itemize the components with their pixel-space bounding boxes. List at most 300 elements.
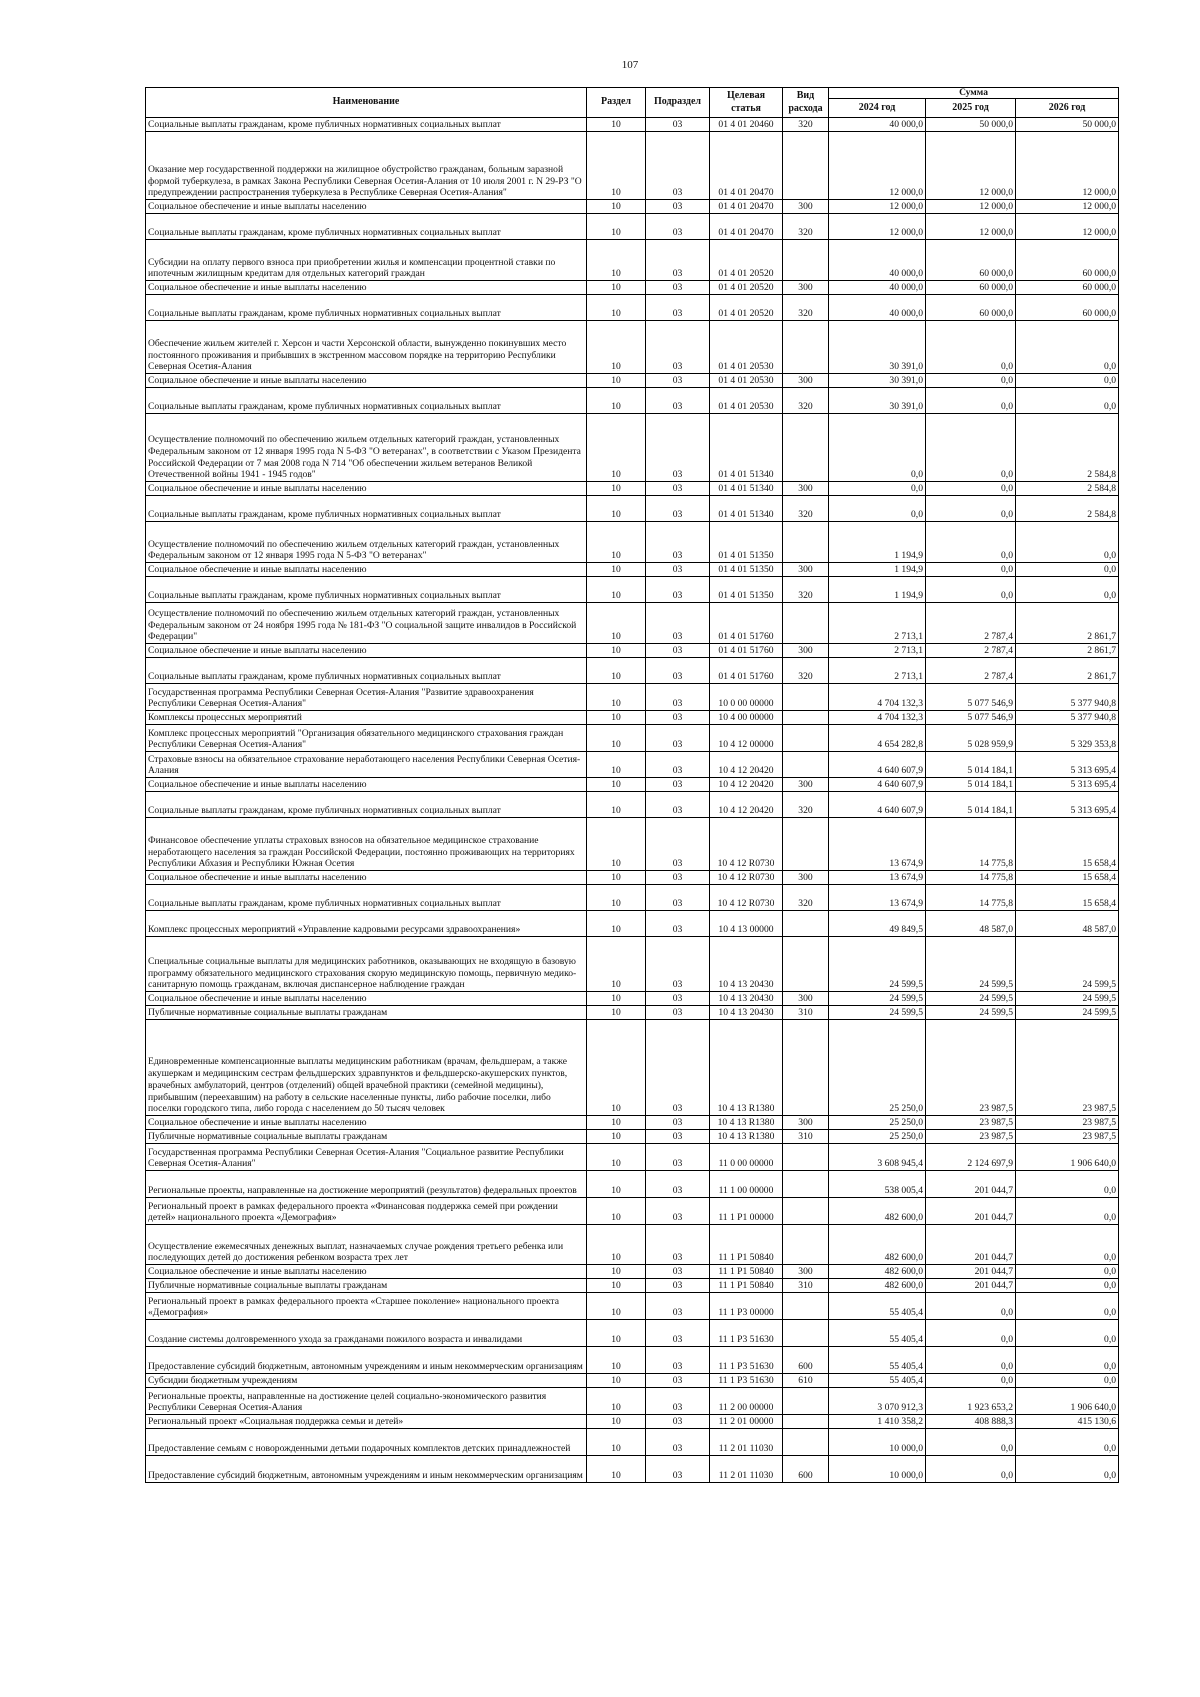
row-podrazdel: 03 (646, 522, 710, 563)
row-vid-rashoda (783, 1320, 829, 1347)
row-razdel: 10 (587, 603, 646, 644)
table-row (146, 778, 1119, 792)
table-row (146, 522, 1119, 563)
table-row (146, 1198, 1119, 1225)
row-sum-2024: 538 005,4 (829, 1171, 926, 1198)
row-sum-2025: 2 787,4 (926, 658, 1016, 684)
row-sum-2026: 60 000,0 (1016, 240, 1119, 281)
row-podrazdel: 03 (646, 200, 710, 214)
row-sum-2026: 50 000,0 (1016, 118, 1119, 132)
table-row (146, 1265, 1119, 1279)
row-name: Социальное обеспечение и иные выплаты населению (146, 778, 587, 792)
row-vid-rashoda (783, 752, 829, 778)
row-podrazdel: 03 (646, 496, 710, 522)
row-name: Социальное обеспечение и иные выплаты населению (146, 992, 587, 1006)
row-name: Комплексы процессных мероприятий (146, 711, 587, 725)
row-vid-rashoda (783, 522, 829, 563)
table-row (146, 1415, 1119, 1429)
row-razdel: 10 (587, 752, 646, 778)
row-razdel: 10 (587, 885, 646, 911)
row-sum-2026: 0,0 (1016, 1320, 1119, 1347)
row-sum-2025: 0,0 (926, 1429, 1016, 1456)
row-podrazdel: 03 (646, 992, 710, 1006)
row-name: Комплекс процессных мероприятий «Управление кадровыми ресурсами здравоохранения» (146, 911, 587, 937)
row-podrazdel: 03 (646, 1006, 710, 1020)
row-podrazdel: 03 (646, 871, 710, 885)
row-sum-2024: 12 000,0 (829, 132, 926, 200)
row-sum-2025: 0,0 (926, 577, 1016, 603)
row-name: Публичные нормативные социальные выплаты гражданам (146, 1130, 587, 1144)
row-celevaya-statya: 10 4 13 R1380 (710, 1116, 783, 1130)
row-celevaya-statya: 10 4 12 R0730 (710, 818, 783, 871)
row-name: Публичные нормативные социальные выплаты гражданам (146, 1279, 587, 1293)
row-name: Социальное обеспечение и иные выплаты населению (146, 871, 587, 885)
table-row (146, 240, 1119, 281)
row-podrazdel: 03 (646, 281, 710, 295)
row-sum-2026: 0,0 (1016, 522, 1119, 563)
row-vid-rashoda: 320 (783, 118, 829, 132)
row-vid-rashoda: 600 (783, 1456, 829, 1483)
row-sum-2026: 2 584,8 (1016, 482, 1119, 496)
row-name: Осуществление полномочий по обеспечению жильем отдельных категорий граждан, установленных Федеральным законом от 24 ноября 1995 года № 181-ФЗ "О социальной защите инвалидов в Российской Федерации" (146, 603, 587, 644)
budget-table (145, 87, 1119, 1483)
row-vid-rashoda: 300 (783, 871, 829, 885)
row-celevaya-statya: 10 4 12 20420 (710, 752, 783, 778)
row-sum-2025: 12 000,0 (926, 200, 1016, 214)
row-sum-2024: 55 405,4 (829, 1347, 926, 1374)
row-podrazdel: 03 (646, 482, 710, 496)
header-2024: 2024 год (829, 99, 926, 118)
row-celevaya-statya: 01 4 01 51350 (710, 577, 783, 603)
row-vid-rashoda: 320 (783, 295, 829, 321)
row-vid-rashoda (783, 725, 829, 752)
row-celevaya-statya: 11 2 01 00000 (710, 1415, 783, 1429)
row-sum-2026: 0,0 (1016, 1198, 1119, 1225)
row-sum-2026: 12 000,0 (1016, 200, 1119, 214)
row-name: Социальные выплаты гражданам, кроме публичных нормативных социальных выплат (146, 388, 587, 414)
row-vid-rashoda (783, 414, 829, 482)
row-name: Региональный проект в рамках федерального проекта «Финансовая поддержка семей при рождении детей» национального проекта «Демография» (146, 1198, 587, 1225)
row-podrazdel: 03 (646, 577, 710, 603)
row-sum-2024: 0,0 (829, 482, 926, 496)
row-sum-2025: 0,0 (926, 414, 1016, 482)
row-name: Государственная программа Республики Северная Осетия-Алания "Социальное развитие Республики Северная Осетия-Алания" (146, 1144, 587, 1171)
table-row (146, 711, 1119, 725)
row-sum-2024: 482 600,0 (829, 1279, 926, 1293)
row-podrazdel: 03 (646, 240, 710, 281)
row-sum-2025: 14 775,8 (926, 885, 1016, 911)
row-sum-2026: 60 000,0 (1016, 281, 1119, 295)
row-celevaya-statya: 10 4 13 20430 (710, 992, 783, 1006)
row-vid-rashoda: 320 (783, 214, 829, 240)
row-razdel: 10 (587, 1374, 646, 1388)
row-name: Социальное обеспечение и иные выплаты населению (146, 1116, 587, 1130)
row-podrazdel: 03 (646, 1265, 710, 1279)
row-sum-2024: 4 704 132,3 (829, 711, 926, 725)
row-podrazdel: 03 (646, 1225, 710, 1265)
row-sum-2025: 201 044,7 (926, 1225, 1016, 1265)
row-name: Социальные выплаты гражданам, кроме публичных нормативных социальных выплат (146, 577, 587, 603)
row-sum-2026: 15 658,4 (1016, 818, 1119, 871)
row-razdel: 10 (587, 240, 646, 281)
row-razdel: 10 (587, 522, 646, 563)
row-vid-rashoda: 300 (783, 1265, 829, 1279)
row-sum-2025: 2 787,4 (926, 644, 1016, 658)
row-celevaya-statya: 10 4 13 R1380 (710, 1020, 783, 1116)
header-2026: 2026 год (1016, 99, 1119, 118)
table-row (146, 937, 1119, 992)
row-sum-2026: 5 313 695,4 (1016, 792, 1119, 818)
row-celevaya-statya: 10 4 13 R1380 (710, 1130, 783, 1144)
row-name: Публичные нормативные социальные выплаты гражданам (146, 1006, 587, 1020)
row-podrazdel: 03 (646, 1116, 710, 1130)
row-sum-2026: 0,0 (1016, 1347, 1119, 1374)
row-sum-2026: 2 584,8 (1016, 496, 1119, 522)
row-vid-rashoda: 310 (783, 1130, 829, 1144)
row-celevaya-statya: 01 4 01 20460 (710, 118, 783, 132)
row-name: Социальное обеспечение и иные выплаты населению (146, 644, 587, 658)
row-razdel: 10 (587, 1456, 646, 1483)
row-sum-2026: 15 658,4 (1016, 885, 1119, 911)
row-podrazdel: 03 (646, 1456, 710, 1483)
row-sum-2024: 25 250,0 (829, 1020, 926, 1116)
row-sum-2026: 5 313 695,4 (1016, 778, 1119, 792)
row-podrazdel: 03 (646, 1415, 710, 1429)
row-vid-rashoda (783, 1429, 829, 1456)
row-sum-2024: 10 000,0 (829, 1429, 926, 1456)
row-name: Социальные выплаты гражданам, кроме публичных нормативных социальных выплат (146, 118, 587, 132)
row-sum-2026: 5 313 695,4 (1016, 752, 1119, 778)
row-podrazdel: 03 (646, 1130, 710, 1144)
row-sum-2026: 0,0 (1016, 577, 1119, 603)
row-podrazdel: 03 (646, 132, 710, 200)
table-row (146, 414, 1119, 482)
row-name: Специальные социальные выплаты для медицинских работников, оказывающих не входящую в базовую программу обязательного медицинского страхования скорую медицинскую помощь, первичную медико-санитарную помощь гражданам, включая диспансерное наблюдение граждан (146, 937, 587, 992)
row-name: Осуществление ежемесячных денежных выплат, назначаемых случае рождения третьего ребенка или последующих детей до достижения ребенком возраста трех лет (146, 1225, 587, 1265)
row-vid-rashoda: 310 (783, 1006, 829, 1020)
row-razdel: 10 (587, 911, 646, 937)
row-sum-2025: 0,0 (926, 496, 1016, 522)
row-sum-2025: 5 014 184,1 (926, 752, 1016, 778)
row-sum-2025: 0,0 (926, 1320, 1016, 1347)
row-razdel: 10 (587, 563, 646, 577)
row-celevaya-statya: 01 4 01 20530 (710, 374, 783, 388)
row-sum-2024: 40 000,0 (829, 281, 926, 295)
row-sum-2026: 12 000,0 (1016, 214, 1119, 240)
row-celevaya-statya: 11 1 P1 50840 (710, 1265, 783, 1279)
row-sum-2024: 24 599,5 (829, 992, 926, 1006)
row-celevaya-statya: 01 4 01 51340 (710, 496, 783, 522)
row-sum-2026: 5 377 940,8 (1016, 711, 1119, 725)
table-row (146, 118, 1119, 132)
table-row (146, 1456, 1119, 1483)
row-celevaya-statya: 11 1 P3 51630 (710, 1374, 783, 1388)
row-vid-rashoda (783, 1171, 829, 1198)
row-razdel: 10 (587, 1144, 646, 1171)
row-celevaya-statya: 01 4 01 20520 (710, 240, 783, 281)
table-row (146, 1388, 1119, 1415)
row-sum-2024: 482 600,0 (829, 1198, 926, 1225)
row-sum-2025: 23 987,5 (926, 1116, 1016, 1130)
row-sum-2024: 24 599,5 (829, 1006, 926, 1020)
table-row (146, 871, 1119, 885)
row-celevaya-statya: 01 4 01 20520 (710, 295, 783, 321)
row-name: Осуществление полномочий по обеспечению жильем отдельных категорий граждан, установленных Федеральным законом от 12 января 1995 года N 5-ФЗ "О ветеранах", в соответствии с Указом Президента Российской Федерации от 7 мая 2008 года N 714 "Об обеспечении жильем ветеранов Великой Отечественной войны 1941 - 1945 годов" (146, 414, 587, 482)
table-row (146, 725, 1119, 752)
row-razdel: 10 (587, 295, 646, 321)
row-razdel: 10 (587, 118, 646, 132)
row-celevaya-statya: 10 4 12 R0730 (710, 885, 783, 911)
table-row (146, 496, 1119, 522)
row-podrazdel: 03 (646, 414, 710, 482)
row-podrazdel: 03 (646, 684, 710, 711)
row-name: Региональные проекты, направленные на достижение целей социально-экономического развития Республики Северная Осетия-Алания (146, 1388, 587, 1415)
row-celevaya-statya: 10 4 12 20420 (710, 792, 783, 818)
row-sum-2024: 12 000,0 (829, 214, 926, 240)
row-celevaya-statya: 01 4 01 20530 (710, 388, 783, 414)
row-celevaya-statya: 10 4 12 20420 (710, 778, 783, 792)
row-sum-2025: 5 014 184,1 (926, 792, 1016, 818)
row-sum-2025: 0,0 (926, 563, 1016, 577)
row-sum-2026: 12 000,0 (1016, 132, 1119, 200)
header-podrazdel: Подраздел (646, 88, 710, 118)
row-sum-2025: 0,0 (926, 522, 1016, 563)
row-sum-2026: 24 599,5 (1016, 1006, 1119, 1020)
row-sum-2026: 0,0 (1016, 388, 1119, 414)
row-sum-2026: 5 377 940,8 (1016, 684, 1119, 711)
row-podrazdel: 03 (646, 1320, 710, 1347)
row-sum-2025: 0,0 (926, 1456, 1016, 1483)
row-name: Обеспечение жильем жителей г. Херсон и части Херсонской области, вынужденно покинувших место постоянного проживания и прибывших в экстренном массовом порядке на территорию Республики Северная Осетия-Алания (146, 321, 587, 374)
row-vid-rashoda: 310 (783, 1279, 829, 1293)
row-razdel: 10 (587, 937, 646, 992)
row-podrazdel: 03 (646, 295, 710, 321)
row-celevaya-statya: 11 1 P1 50840 (710, 1225, 783, 1265)
row-sum-2025: 1 923 653,2 (926, 1388, 1016, 1415)
row-sum-2026: 0,0 (1016, 1293, 1119, 1320)
row-podrazdel: 03 (646, 321, 710, 374)
row-vid-rashoda (783, 937, 829, 992)
row-vid-rashoda (783, 1388, 829, 1415)
row-sum-2026: 1 906 640,0 (1016, 1388, 1119, 1415)
row-vid-rashoda (783, 321, 829, 374)
row-sum-2026: 15 658,4 (1016, 871, 1119, 885)
row-sum-2024: 3 070 912,3 (829, 1388, 926, 1415)
row-celevaya-statya: 10 0 00 00000 (710, 684, 783, 711)
row-celevaya-statya: 11 1 P1 50840 (710, 1279, 783, 1293)
table-row (146, 295, 1119, 321)
row-sum-2026: 23 987,5 (1016, 1116, 1119, 1130)
table-row (146, 752, 1119, 778)
row-sum-2026: 0,0 (1016, 563, 1119, 577)
row-razdel: 10 (587, 281, 646, 295)
row-sum-2025: 0,0 (926, 1374, 1016, 1388)
row-sum-2024: 0,0 (829, 496, 926, 522)
page-number: 107 (621, 59, 639, 71)
header-vid-line1: Вид (796, 90, 815, 102)
row-sum-2024: 1 194,9 (829, 563, 926, 577)
row-vid-rashoda (783, 1144, 829, 1171)
table-row (146, 885, 1119, 911)
row-sum-2025: 24 599,5 (926, 937, 1016, 992)
row-sum-2026: 24 599,5 (1016, 937, 1119, 992)
row-sum-2026: 2 861,7 (1016, 658, 1119, 684)
table-row (146, 374, 1119, 388)
row-vid-rashoda (783, 1198, 829, 1225)
table-row (146, 577, 1119, 603)
row-celevaya-statya: 11 1 P3 51630 (710, 1347, 783, 1374)
row-name: Субсидии бюджетным учреждениям (146, 1374, 587, 1388)
table-row (146, 818, 1119, 871)
table-body (146, 118, 1119, 1483)
table-row (146, 603, 1119, 644)
table-row (146, 1020, 1119, 1116)
row-razdel: 10 (587, 711, 646, 725)
row-vid-rashoda (783, 240, 829, 281)
table-row (146, 200, 1119, 214)
table-row (146, 1144, 1119, 1171)
row-sum-2024: 25 250,0 (829, 1130, 926, 1144)
header-celevaya-statya (710, 88, 783, 118)
row-name: Социальное обеспечение и иные выплаты населению (146, 281, 587, 295)
row-vid-rashoda: 300 (783, 644, 829, 658)
row-celevaya-statya: 01 4 01 51350 (710, 522, 783, 563)
row-razdel: 10 (587, 388, 646, 414)
row-razdel: 10 (587, 658, 646, 684)
row-sum-2024: 1 194,9 (829, 577, 926, 603)
table-row (146, 1293, 1119, 1320)
row-sum-2025: 48 587,0 (926, 911, 1016, 937)
row-name: Оказание мер государственной поддержки на жилищное обустройство гражданам, больным заразной формой туберкулеза, в рамках Закона Республики Северная Осетия-Алания от 10 июля 2001 г. N 29-РЗ "О предупреждении распространения туберкулеза в Республике Северная Осетия-Алания" (146, 132, 587, 200)
row-celevaya-statya: 11 2 00 00000 (710, 1388, 783, 1415)
row-name: Социальные выплаты гражданам, кроме публичных нормативных социальных выплат (146, 496, 587, 522)
row-name: Комплекс процессных мероприятий "Организация обязательного медицинского страхования граждан Республики Северная Осетия-Алания" (146, 725, 587, 752)
table-row (146, 792, 1119, 818)
row-sum-2025: 0,0 (926, 1293, 1016, 1320)
row-sum-2026: 23 987,5 (1016, 1130, 1119, 1144)
row-vid-rashoda: 600 (783, 1347, 829, 1374)
row-name: Социальные выплаты гражданам, кроме публичных нормативных социальных выплат (146, 214, 587, 240)
row-sum-2025: 14 775,8 (926, 818, 1016, 871)
row-sum-2024: 30 391,0 (829, 321, 926, 374)
row-sum-2025: 60 000,0 (926, 281, 1016, 295)
row-razdel: 10 (587, 200, 646, 214)
row-vid-rashoda: 320 (783, 388, 829, 414)
row-sum-2025: 14 775,8 (926, 871, 1016, 885)
row-name: Социальные выплаты гражданам, кроме публичных нормативных социальных выплат (146, 295, 587, 321)
row-podrazdel: 03 (646, 752, 710, 778)
row-sum-2024: 40 000,0 (829, 295, 926, 321)
row-sum-2025: 2 787,4 (926, 603, 1016, 644)
row-sum-2026: 2 861,7 (1016, 603, 1119, 644)
row-razdel: 10 (587, 496, 646, 522)
row-celevaya-statya: 10 4 00 00000 (710, 711, 783, 725)
row-razdel: 10 (587, 684, 646, 711)
row-podrazdel: 03 (646, 911, 710, 937)
row-name: Осуществление полномочий по обеспечению жильем отдельных категорий граждан, установленных Федеральным законом от 12 января 1995 года N 5-ФЗ "О ветеранах" (146, 522, 587, 563)
row-vid-rashoda (783, 1020, 829, 1116)
table-row (146, 1006, 1119, 1020)
row-razdel: 10 (587, 778, 646, 792)
row-name: Социальное обеспечение и иные выплаты населению (146, 1265, 587, 1279)
row-razdel: 10 (587, 1198, 646, 1225)
row-sum-2025: 12 000,0 (926, 132, 1016, 200)
row-vid-rashoda: 320 (783, 577, 829, 603)
row-sum-2024: 55 405,4 (829, 1320, 926, 1347)
header-2025: 2025 год (926, 99, 1016, 118)
row-sum-2025: 5 014 184,1 (926, 778, 1016, 792)
row-sum-2026: 0,0 (1016, 374, 1119, 388)
row-podrazdel: 03 (646, 792, 710, 818)
row-sum-2025: 60 000,0 (926, 240, 1016, 281)
row-sum-2025: 201 044,7 (926, 1198, 1016, 1225)
row-celevaya-statya: 01 4 01 20530 (710, 321, 783, 374)
table-row (146, 214, 1119, 240)
row-sum-2025: 201 044,7 (926, 1279, 1016, 1293)
row-vid-rashoda: 320 (783, 885, 829, 911)
row-name: Предоставление субсидий бюджетным, автономным учреждениям и иным некоммерческим организациям (146, 1347, 587, 1374)
row-podrazdel: 03 (646, 778, 710, 792)
row-sum-2025: 5 077 546,9 (926, 684, 1016, 711)
row-sum-2024: 13 674,9 (829, 818, 926, 871)
row-sum-2024: 482 600,0 (829, 1225, 926, 1265)
row-name: Предоставление субсидий бюджетным, автономным учреждениям и иным некоммерческим организациям (146, 1456, 587, 1483)
row-sum-2026: 5 329 353,8 (1016, 725, 1119, 752)
row-vid-rashoda: 300 (783, 374, 829, 388)
row-vid-rashoda: 320 (783, 792, 829, 818)
row-vid-rashoda: 300 (783, 992, 829, 1006)
row-sum-2024: 4 640 607,9 (829, 752, 926, 778)
row-sum-2024: 55 405,4 (829, 1374, 926, 1388)
header-celevaya-line2: статья (731, 102, 761, 114)
row-celevaya-statya: 11 2 01 11030 (710, 1429, 783, 1456)
row-sum-2026: 0,0 (1016, 1225, 1119, 1265)
row-sum-2025: 0,0 (926, 482, 1016, 496)
row-sum-2026: 0,0 (1016, 1279, 1119, 1293)
row-name: Социальные выплаты гражданам, кроме публичных нормативных социальных выплат (146, 658, 587, 684)
header-razdel: Раздел (587, 88, 646, 118)
row-sum-2024: 24 599,5 (829, 937, 926, 992)
row-celevaya-statya: 01 4 01 51340 (710, 414, 783, 482)
row-celevaya-statya: 11 1 P3 00000 (710, 1293, 783, 1320)
table-row (146, 1347, 1119, 1374)
row-celevaya-statya: 01 4 01 20470 (710, 214, 783, 240)
row-vid-rashoda (783, 684, 829, 711)
row-razdel: 10 (587, 1225, 646, 1265)
table-header (146, 88, 1119, 118)
row-vid-rashoda (783, 1415, 829, 1429)
row-sum-2026: 2 861,7 (1016, 644, 1119, 658)
row-podrazdel: 03 (646, 118, 710, 132)
row-sum-2025: 201 044,7 (926, 1171, 1016, 1198)
row-name: Предоставление семьям с новорожденными детьми подарочных комплектов детских принадлежностей (146, 1429, 587, 1456)
row-podrazdel: 03 (646, 711, 710, 725)
row-razdel: 10 (587, 1265, 646, 1279)
row-razdel: 10 (587, 132, 646, 200)
row-razdel: 10 (587, 214, 646, 240)
row-celevaya-statya: 01 4 01 51340 (710, 482, 783, 496)
row-name: Социальное обеспечение и иные выплаты населению (146, 482, 587, 496)
row-sum-2025: 12 000,0 (926, 214, 1016, 240)
row-razdel: 10 (587, 414, 646, 482)
row-razdel: 10 (587, 577, 646, 603)
row-sum-2024: 40 000,0 (829, 240, 926, 281)
row-razdel: 10 (587, 992, 646, 1006)
row-sum-2024: 55 405,4 (829, 1293, 926, 1320)
row-razdel: 10 (587, 1130, 646, 1144)
row-podrazdel: 03 (646, 725, 710, 752)
table-row (146, 992, 1119, 1006)
